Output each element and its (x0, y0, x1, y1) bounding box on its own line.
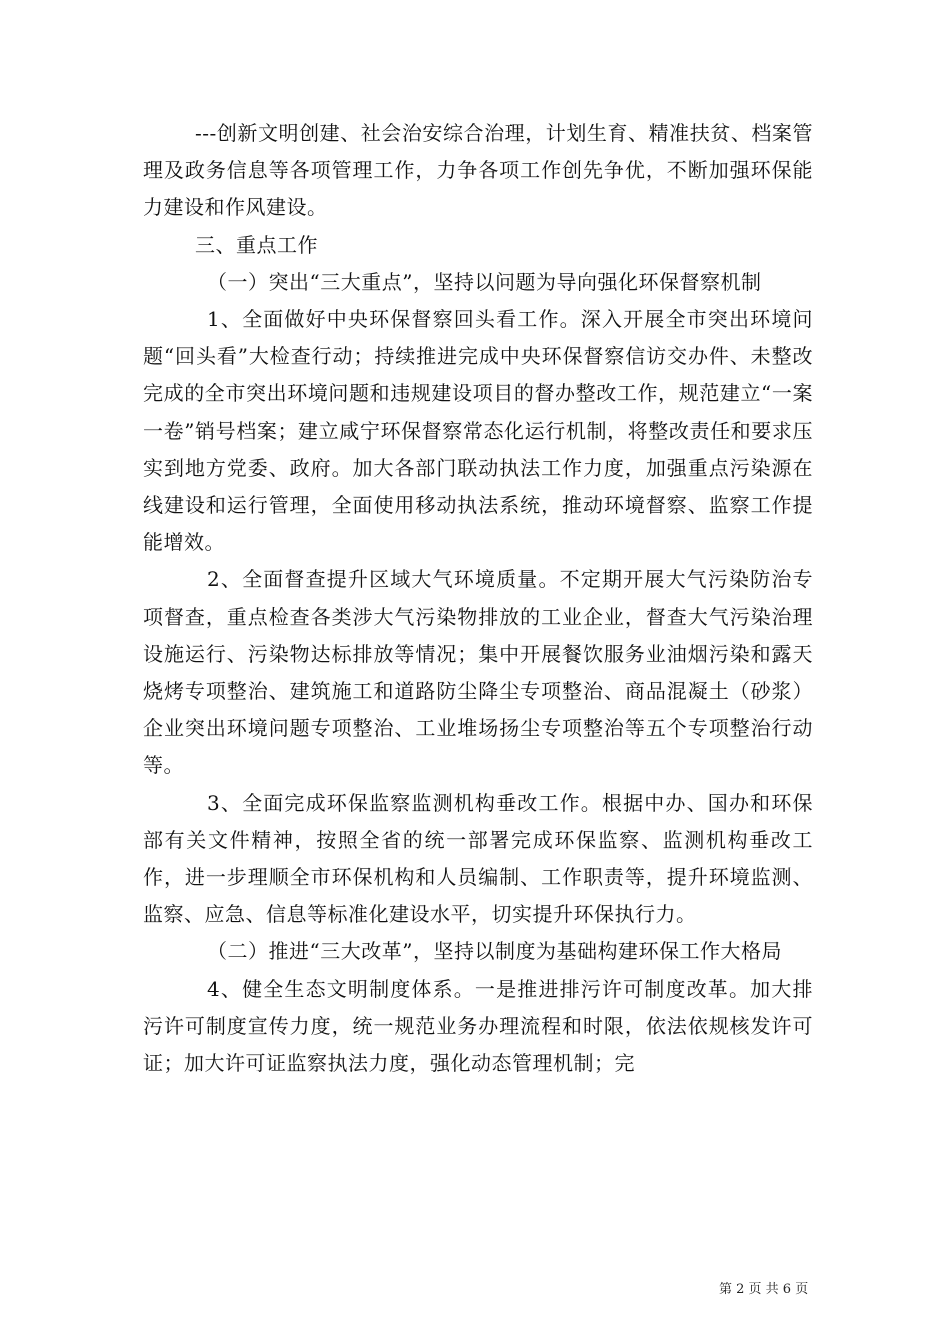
paragraph-item-2: 2、全面督查提升区域大气环境质量。不定期开展大气污染防治专项督查，重点检查各类涉大气污染物排放的工业企业，督查大气污染治理设施运行、污染物达标排放等情况；集中开展餐饮服务业油烟污染和露天烧烤专项整治、建筑施工和道路防尘降尘专项整治、商品混凝土（砂浆）企业突出环境问题专项整治、工业堆场扬尘专项整治等五个专项整治行动等。 (143, 567, 813, 778)
paragraph-item-3: 3、全面完成环保监察监测机构垂改工作。根据中办、国办和环保部有关文件精神，按照全省的统一部署完成环保监察、监测机构垂改工作，进一步理顺全市环保机构和人员编制、工作职责等，提升环境监测、监察、应急、信息等标准化建设水平，切实提升环保执行力。 (143, 790, 813, 927)
paragraph-item-1: 1、全面做好中央环保督察回头看工作。深入开展全市突出环境问题“回头看”大检查行动；持续推进完成中央环保督察信访交办件、未整改完成的全市突出环境问题和违规建设项目的督办整改工作，规范建立“一案一卷”销号档案；建立咸宁环保督察常态化运行机制，将整改责任和要求压实到地方党委、政府。加大各部门联动执法工作力度，加强重点污染源在线建设和运行管理，全面使用移动执法系统，推动环境督察、监察工作提能增效。 (143, 307, 813, 555)
paragraph-innovation: ---创新文明创建、社会治安综合治理，计划生育、精准扶贫、档案管理及政务信息等各项管理工作，力争各项工作创先争优，不断加强环保能力建设和作风建设。 (143, 121, 813, 220)
page-number: 第 2 页 共 6 页 (719, 1282, 809, 1297)
document-body (143, 115, 813, 1082)
paragraph-item-4: 4、健全生态文明制度体系。一是推进排污许可制度改革。加大排污许可制度宣传力度，统一规范业务办理流程和时限，依法依规核发许可证；加大许可证监察执法力度，强化动态管理机制；完 (143, 976, 813, 1076)
section-heading-key-work: 三、重点工作 (195, 232, 318, 257)
subsection-heading-1: （一）突出“三大重点”，坚持以问题为导向强化环保督察机制 (207, 269, 762, 294)
subsection-heading-2: （二）推进“三大改革”，坚持以制度为基础构建环保工作大格局 (207, 939, 782, 964)
